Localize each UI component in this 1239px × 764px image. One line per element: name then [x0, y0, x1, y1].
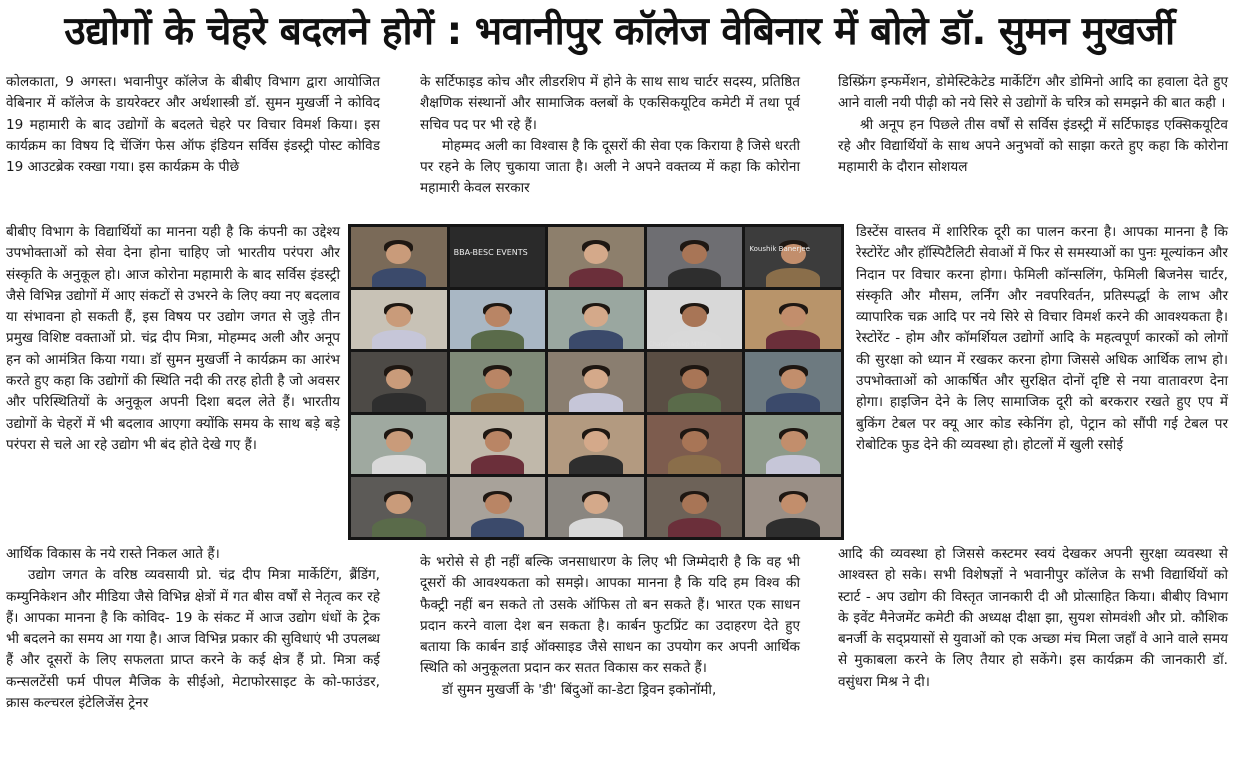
- participant-tile: [745, 227, 841, 287]
- participant-body: [471, 393, 525, 412]
- participant-tile: [647, 352, 743, 412]
- participant-head: [485, 369, 510, 389]
- participant-grid: [351, 227, 841, 537]
- participant-body: [766, 330, 820, 349]
- participant-body: [372, 518, 426, 537]
- paragraph: के सर्टिफाइड कोच और लीडरशिप में होने के साथ साथ चार्टर सदस्य, प्रतिष्ठित शैक्षणिक संस्थानों और सामाजिक क्लबों के एकसिकयूटिव कमेटी में तथा पूर्व सचिव पद पर भी रहे हैं।: [420, 74, 800, 133]
- participant-head: [682, 244, 707, 264]
- participant-tile: [647, 227, 743, 287]
- paragraph: मोहम्मद अली का विश्वास है कि दूसरों की सेवा एक किराया है जिसे धरती पर रहने के लिए चुकाया जाता है। अली ने अपने वक्तव्य में कहा कि कोरोना महामारी केवल सरकार: [420, 137, 800, 197]
- participant-head: [682, 306, 707, 326]
- paragraph: कोलकाता, 9 अगस्त। भवानीपुर कॉलेज के बीबीए विभाग द्वारा आयोजित वेबिनार में कॉलेज के डायरेक्टर और अर्थशास्त्री डॉ. सुमन मुखर्जी ने कोविद 19 महामारी के बाद उद्योगों के बदलते चेहरे पर विचार विमर्श किया। इस कार्यक्रम का विषय दि चेंजिंग फेस ऑफ इंडियन सर्विस इंडस्ट्री पोस्ट कोविड 19 आउटब्रेक रक्खा गया। इस कार्यक्रम के पीछे: [6, 74, 380, 176]
- participant-head: [781, 306, 806, 326]
- participant-tile: [745, 477, 841, 537]
- participant-tile: [351, 352, 447, 412]
- participant-tile: [745, 415, 841, 475]
- participant-body: [569, 393, 623, 412]
- participant-body: [372, 455, 426, 474]
- participant-body: [372, 268, 426, 287]
- column-1-top: [6, 72, 380, 178]
- participant-tile: [450, 477, 546, 537]
- participant-tile: [351, 227, 447, 287]
- participant-tile: [647, 477, 743, 537]
- participant-tile: [351, 477, 447, 537]
- participant-body: [372, 393, 426, 412]
- participant-body: [668, 455, 722, 474]
- paragraph: के भरोसे से ही नहीं बल्कि जनसाधारण के लिए भी जिम्मेदारी है कि वह भी दूसरों की आवश्यकता को समझे। आपका मानना है कि यदि हम विश्व की फैक्ट्री नहीं बन सकते तो उसके ऑफिस तो बन सकते हैं। भारत एक साधन प्रदान करने वाला देश बन सकता है। कार्बन फुटप्रिंट का उदाहरण देते हुए बताया कि कार्बन डाई ऑक्साइड जैसे साधन का उपयोग कर अपनी आर्थिक स्थिति को अनुकूलता प्रदान कर सतत विकास कर सकते हैं।: [420, 554, 800, 677]
- participant-body: [372, 330, 426, 349]
- column-2-top: [420, 72, 800, 200]
- paragraph: डिस्टेंस वास्तव में शारिरिक दूरी का पालन करना है। आपका मानना है कि रेस्टोरेंट और हॉस्पिटैलिटी सेवाओं में फिर से समस्याओं का पुनः मूल्यांकन और निदान पर विचार करना होगा। फेमिली कॉन्सलिंग, फेमिली बिजनेस चार्टर, संस्कृति और मौसम, लर्निंग और नवपरिवर्तन, प्रतिस्पर्द्धा के लाभ और व्यापारिक चक्र आदि पर नये सिरे से विचार विमर्श करने की आवश्यकता है। रेस्टोरेंट - होम और कॉमर्शियल उद्योगों आदि के महत्वपूर्ण कारकों को लोगों की सुरक्षा को ध्यान में रखकर करना होगा जिससे अधिक आर्थिक लाभ हो। उपभोक्ताओं को आकर्षित और सुरक्षित दोनों दृष्टि से नया वातावरण देना होगा। हाइजिन देने के लिए सामाजिक दूरी को बरकरार रखते हुए एप में बुकिंग टेबल पर क्यू आर कोड स्केनिंग हो, पेट्रान को सौंपी गई टेबल पर रोबोटिक फुड देने की व्यवस्था हो। होटलों में खुली रसोई: [856, 224, 1228, 453]
- participant-head: [584, 369, 609, 389]
- participant-body: [569, 268, 623, 287]
- participant-tile: [450, 352, 546, 412]
- paragraph: डॉ सुमन मुखर्जी के 'डी' बिंदुओं का-डेटा ड्रिवन इकोनॉमी,: [442, 681, 717, 698]
- participant-head: [386, 306, 411, 326]
- participant-head: [781, 369, 806, 389]
- participant-head: [682, 494, 707, 514]
- participant-body: [766, 455, 820, 474]
- participant-tile: [548, 477, 644, 537]
- speaker-caption: Chandradeep Mitra: [648, 341, 707, 349]
- paragraph: श्री अनूप हन पिछले तीस वर्षों से सर्विस इंडस्ट्री में सर्टिफाइड एक्सिकयूटिव रहे और विद्यार्थियों के साथ अपने अनुभवों को साझा करते हुए कहा कि कोरोना महामारी के दौरान सोशयल: [838, 116, 1228, 176]
- participant-tile: [548, 352, 644, 412]
- participant-body: [766, 518, 820, 537]
- column-3-middle: [856, 222, 1228, 456]
- participant-tile: [647, 415, 743, 475]
- participant-tile: [548, 290, 644, 350]
- participant-body: [569, 518, 623, 537]
- participant-body: [471, 518, 525, 537]
- participant-head: [584, 431, 609, 451]
- participant-head: [485, 431, 510, 451]
- participant-body: [766, 268, 820, 287]
- participant-tile: [450, 227, 546, 287]
- participant-head: [584, 494, 609, 514]
- participant-tile: [450, 290, 546, 350]
- participant-head: [386, 494, 411, 514]
- paragraph: डिस्फ्रिंग इन्फर्मेशन, डोमेस्टिकेटेड मार्केटिंग और डोमिनो आदि का हवाला देते हुए आने वाली नयी पीढ़ी को नये सिरे से उद्योगों के चरित्र को समझने की बात कही ।: [838, 74, 1228, 112]
- participant-tile: [548, 227, 644, 287]
- participant-head: [485, 306, 510, 326]
- participant-tile: [745, 352, 841, 412]
- participant-body: [766, 393, 820, 412]
- participant-body: [569, 330, 623, 349]
- participant-body: [569, 455, 623, 474]
- tile-label: BBA-BESC EVENTS: [453, 248, 528, 258]
- webinar-screenshot-photo: [348, 224, 844, 540]
- participant-head: [682, 369, 707, 389]
- column-3-bottom: [838, 544, 1228, 693]
- paragraph: उद्योग जगत के वरिष्ठ व्यवसायी प्रो. चंद्र दीप मित्रा मार्केटिंग, ब्रैंडिंग, कम्युनिकेशन और मीडिया जैसे विभिन्न क्षेत्रों में गत बीस वर्षों से नेतृत्व कर रहे हैं। आपका मानना है कि कोविद- 19 के संकट में आज उद्योग धंधों के ट्रेक भी बदलने का समय आ गया है। आज विभिन्न प्रकार की सुविधाएं भी उपलब्ध हैं और दूसरों के लिए सफलता प्राप्त करने के कई क्षेत्र हैं प्रो. मित्रा कई कन्सलटेंसी फर्म पीपल मैजिक के सीईओ, मेटाफोरसाइट के को-फाउंडर, क्रास कल्चरल इंटेलिजेंस ट्रेनर: [6, 567, 380, 712]
- participant-tile: [450, 415, 546, 475]
- participant-head: [485, 494, 510, 514]
- participant-tile: [647, 290, 743, 350]
- paragraph: आदि की व्यवस्था हो जिससे कस्टमर स्वयं देखकर अपनी सुरक्षा व्यवस्था से आश्वस्त हो सके। सभी विशेषज्ञों ने भवानीपुर कॉलेज के सभी विद्यार्थियों को स्टार्ट - अप उद्योग की विस्तृत जानकारी दी औ प्रोत्साहित किया। बीबीए विभाग के इवेंट मैनेजमेंट कमेटी की अध्यक्ष दीक्षा झा, सुयश सोमवंशी और प्रो. कौशिक बनर्जी के सद्प्रयासों से युवाओं को एक अच्छा मंच मिला जहाँ वे आने वाले समय से मुकाबला करने के लिए तैयार हो सकेंगे। इस कार्यक्रम की जानकारी डॉ. वसुंधरा मिश्र ने दी।: [838, 546, 1228, 690]
- paragraph: बीबीए विभाग के विद्यार्थियों का मानना यही है कि कंपनी का उद्देश्य उपभोक्ताओं को सेवा देना होना चाहिए जो भारतीय परंपरा और संस्कृति के अनुकूल हो। आज कोरोना महामारी के बाद सर्विस इंडस्ट्री जैसे विभिन्न उद्योगों में आए संकटों से उभरने के लिए क्या नए बदलाव या संभावना हो सकती हैं, इस विषय पर उद्योग जगत से जुड़े तीन प्रमुख विशिष्ट वक्ताओं प्रो. चंद्र दीप मित्रा, मोहम्मद अली और अनूप हन को आमंत्रित किया गया। डॉ सुमन मुखर्जी ने कार्यक्रम का आरंभ करते हुए कहा कि उद्योगों की स्थिति नदी की तरह होती है जो अवसर और परिस्थितियों के अनुकूल अपनी दिशा बदल लेते हैं। भारतीय उद्योगों के चेहरों में भी बदलाव आएगा क्योंकि समय के साथ बड़े बड़े परंपरा से चले आ रहे उद्योग भी बंद होते देखे गए हैं।: [6, 224, 340, 453]
- participant-head: [386, 244, 411, 264]
- paragraph: आर्थिक विकास के नये रास्ते निकल आते हैं।: [6, 546, 220, 562]
- participant-tile: [351, 415, 447, 475]
- tile-name-label: Koushik Banerjee: [749, 244, 810, 253]
- participant-head: [781, 431, 806, 451]
- participant-body: [471, 330, 525, 349]
- participant-body: [668, 518, 722, 537]
- participant-body: [471, 455, 525, 474]
- participant-head: [781, 494, 806, 514]
- column-1-middle: [6, 222, 340, 456]
- participant-body: [668, 268, 722, 287]
- column-3-top: [838, 72, 1228, 178]
- participant-tile: [548, 415, 644, 475]
- headline: उद्योगों के चेहरे बदलने होगें : भवानीपुर कॉलेज वेबिनार में बोले डॉ. सुमन मुखर्जी: [64, 9, 1175, 54]
- participant-head: [584, 306, 609, 326]
- column-1-bottom: [6, 544, 380, 714]
- column-2-bottom: [420, 552, 800, 701]
- participant-head: [682, 431, 707, 451]
- participant-head: [386, 369, 411, 389]
- participant-tile: [351, 290, 447, 350]
- participant-head: [584, 244, 609, 264]
- participant-body: [668, 393, 722, 412]
- participant-tile: [745, 290, 841, 350]
- participant-head: [386, 431, 411, 451]
